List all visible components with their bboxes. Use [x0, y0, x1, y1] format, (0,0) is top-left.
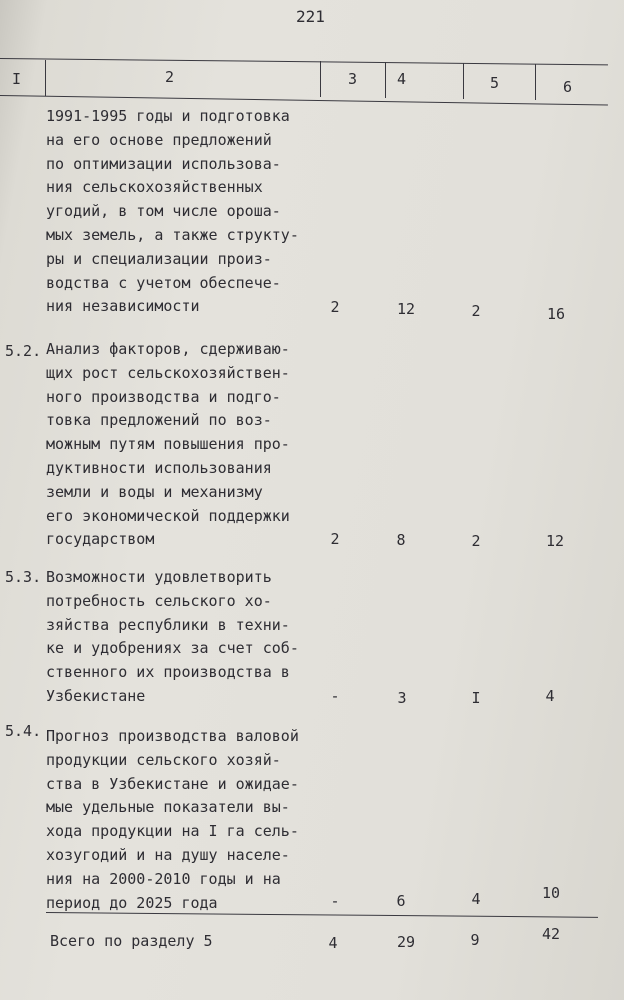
row-value-col3: -	[330, 892, 340, 910]
row-value-col5: I	[471, 689, 481, 707]
row-value-col4: 8	[396, 531, 406, 549]
header-bottom-rule	[0, 95, 608, 106]
total-value-col4: 29	[396, 933, 416, 951]
row-description: Возможности удовлетворить потребность сельского хо- зяйства республики в техни- ке и удобрениях за счет соб- ственного их производства в Узбекистане	[46, 568, 299, 705]
row-value-col5: 4	[471, 890, 481, 908]
total-value-col5: 9	[470, 931, 480, 949]
row-value-col6: 16	[546, 305, 566, 323]
column-header-3: 3	[348, 70, 358, 88]
column-header-1: I	[12, 70, 22, 88]
row-value-col3: 2	[330, 298, 340, 316]
row-value-col6: 10	[541, 884, 561, 902]
row-value-col4: 6	[396, 892, 406, 910]
row-value-col5: 2	[471, 302, 481, 320]
header-top-rule	[0, 58, 608, 65]
header-divider	[535, 64, 536, 100]
row-value-col6: 12	[545, 532, 565, 550]
row-value-col4: 12	[396, 300, 416, 318]
column-header-4: 4	[397, 70, 407, 88]
total-value-col6: 42	[541, 925, 561, 943]
column-header-5: 5	[490, 74, 500, 92]
page-number: 221	[296, 7, 325, 26]
column-header-2: 2	[165, 68, 175, 86]
header-divider	[463, 63, 464, 99]
total-value-col3: 4	[328, 934, 338, 952]
header-divider	[385, 62, 386, 98]
header-divider	[45, 60, 46, 96]
total-label: Всего по разделу 5	[50, 932, 213, 950]
row-value-col5: 2	[471, 532, 481, 550]
row-number: 5.4.	[5, 722, 42, 740]
row-number: 5.3.	[5, 568, 42, 586]
row-number: 5.2.	[5, 342, 42, 360]
row-value-col3: 2	[330, 530, 340, 548]
header-divider	[320, 61, 321, 97]
row-description: Прогноз производства валовой продукции сельского хозяй- ства в Узбекистане и ожидае- мые удельные показатели вы- хода продукции на I га сель- хозугодий и на душу населе- ния на 2000-2010 годы и на период до 2025 года	[46, 727, 299, 912]
row-description: Анализ факторов, сдерживаю- щих рост сельскохозяйствен- ного производства и подго- товка предложений по воз- можным путям повышения про- дуктивности использования земли и воды и механизму его экономической поддержки государством	[46, 340, 290, 549]
column-header-6: 6	[563, 78, 573, 96]
row-value-col4: 3	[397, 689, 407, 707]
row-description: 1991-1995 годы и подготовка на его основе предложений по оптимизации использова- ния сельскохозяйственных угодий, в том числе ороша- мых земель, а также структу- ры и специализации произ- водства с учетом обеспече- ния независимости	[46, 107, 299, 316]
row-value-col6: 4	[545, 687, 555, 705]
row-value-col3: -	[330, 687, 340, 705]
